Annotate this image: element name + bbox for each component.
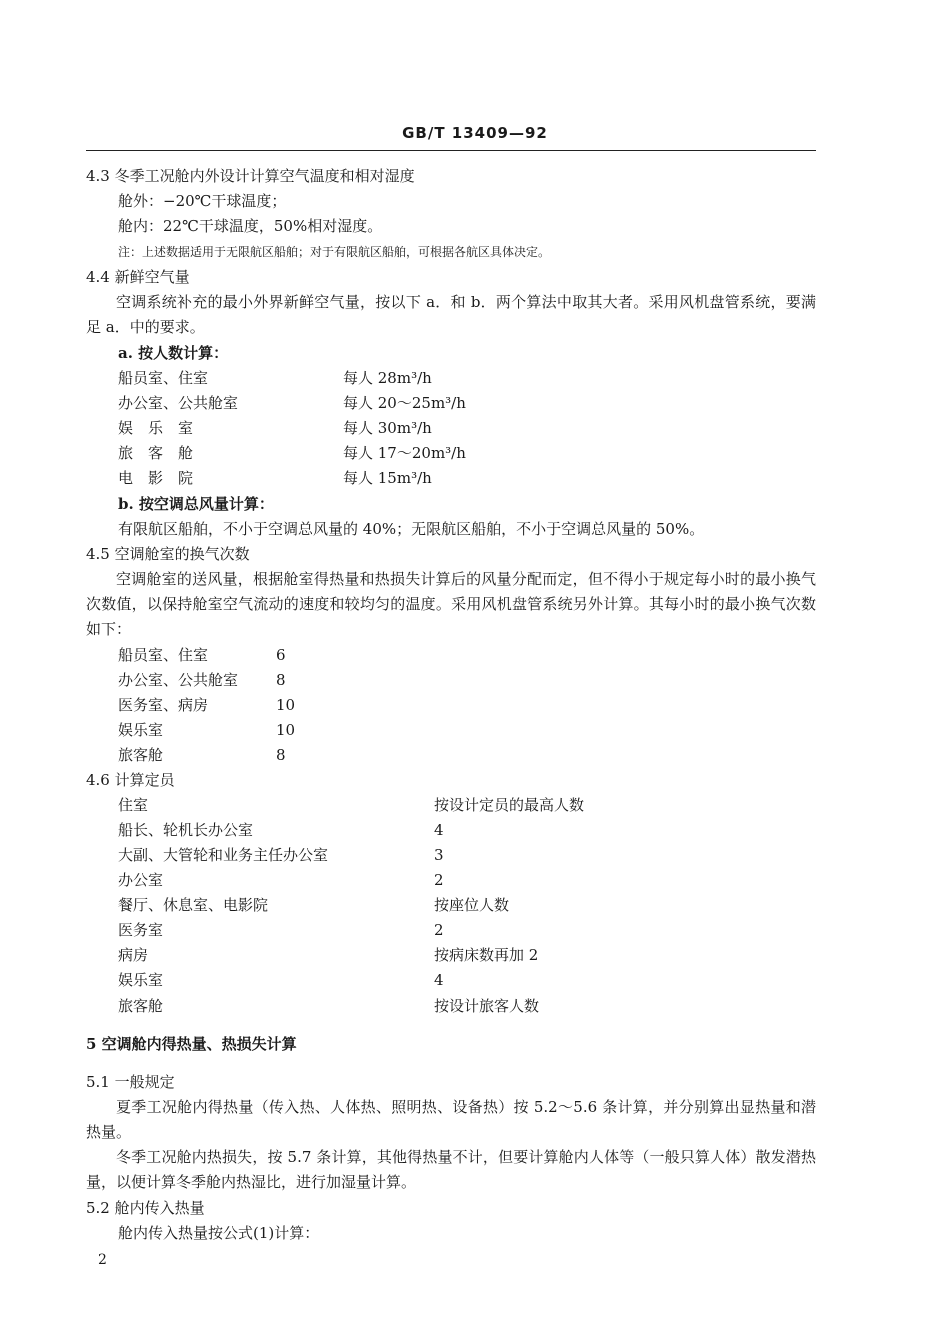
s44-a-row-value: 每人 28m³/h [343, 369, 432, 387]
s51-paragraph-2: 冬季工况舱内热损失，按 5.7 条计算，其他得热量不计，但要计算舱内人体等（一般只算人体）散发潜热量，以便计算冬季舱内热湿比，进行加湿量计算。 [86, 1148, 816, 1191]
s45-row-name: 船员室、住室 [118, 646, 209, 664]
s46-row-name: 住室 [118, 796, 149, 814]
s45-row-value: 8 [276, 746, 286, 764]
s44-a-row-value: 每人 20～25m³/h [343, 394, 466, 412]
s44-paragraph: 空调系统补充的最小外界新鲜空气量，按以下 a．和 b．两个算法中取其大者。采用风机盘管系统，要满足 a．中的要求。 [86, 293, 816, 336]
s45-row-name: 医务室、病房 [118, 696, 209, 714]
s43-note: 注：上述数据适用于无限航区船舶；对于有限航区船舶，可根据各航区具体决定。 [118, 245, 551, 259]
s43-outside-temp: 舱外：−20℃干球温度； [118, 192, 287, 210]
s44-a-row-value: 每人 30m³/h [343, 419, 432, 437]
s43-inside-temp: 舱内：22℃干球温度，50%相对湿度。 [118, 217, 383, 235]
s46-row-value: 按座位人数 [434, 896, 510, 914]
section-4-6-heading: 4.6 计算定员 [86, 771, 175, 789]
s44-b-label: b. 按空调总风量计算： [118, 495, 274, 513]
s44-a-row-name: 旅 客 舱 [118, 444, 194, 462]
s46-row-value: 按设计旅客人数 [434, 997, 540, 1015]
section-4-5-heading: 4.5 空调舱室的换气次数 [86, 545, 250, 563]
s46-row-name: 娱乐室 [118, 971, 164, 989]
section-4-3-heading: 4.3 冬季工况舱内外设计计算空气温度和相对湿度 [86, 167, 415, 185]
s45-row-value: 10 [276, 721, 296, 739]
s44-a-row-name: 娱 乐 室 [118, 419, 194, 437]
s46-row-name: 旅客舱 [118, 997, 164, 1015]
s44-a-row-value: 每人 15m³/h [343, 469, 432, 487]
s46-row-value: 2 [434, 871, 444, 889]
page-number: 2 [98, 1252, 107, 1268]
s44-a-label: a. 按人数计算： [118, 344, 229, 362]
section-4-4-heading: 4.4 新鲜空气量 [86, 268, 190, 286]
s45-row-value: 8 [276, 671, 286, 689]
s46-row-name: 医务室 [118, 921, 164, 939]
s46-row-name: 船长、轮机长办公室 [118, 821, 254, 839]
s45-row-value: 10 [276, 696, 296, 714]
s46-row-value: 按设计定员的最高人数 [434, 796, 585, 814]
s45-row-name: 办公室、公共舱室 [118, 671, 239, 689]
s52-text: 舱内传入热量按公式(1)计算： [118, 1224, 320, 1242]
section-5-2-heading: 5.2 舱内传入热量 [86, 1199, 205, 1217]
s46-row-value: 4 [434, 821, 444, 839]
s46-row-name: 病房 [118, 946, 149, 964]
s44-a-row-name: 电 影 院 [118, 469, 194, 487]
s45-row-name: 娱乐室 [118, 721, 164, 739]
s45-row-value: 6 [276, 646, 286, 664]
s45-paragraph: 空调舱室的送风量，根据舱室得热量和热损失计算后的风量分配而定，但不得小于规定每小时的最小换气次数值，以保持舱室空气流动的速度和较均匀的温度。采用风机盘管系统另外计算。其每小时的最小换气次数如下： [86, 570, 816, 638]
s46-row-name: 办公室 [118, 871, 164, 889]
s46-row-value: 4 [434, 971, 444, 989]
s44-a-row-value: 每人 17～20m³/h [343, 444, 466, 462]
s44-a-row-name: 船员室、住室 [118, 369, 209, 387]
page-header-title: GB/T 13409—92 [402, 124, 548, 142]
s46-row-value: 3 [434, 846, 444, 864]
s44-b-text: 有限航区船舶，不小于空调总风量的 40%；无限航区船舶，不小于空调总风量的 50%。 [118, 520, 705, 538]
s46-row-value: 2 [434, 921, 444, 939]
s46-row-value: 按病床数再加 2 [434, 946, 539, 964]
header-rule [86, 150, 816, 151]
chapter-5-heading: 5 空调舱内得热量、热损失计算 [86, 1035, 297, 1053]
s46-row-name: 大副、大管轮和业务主任办公室 [118, 846, 329, 864]
s45-row-name: 旅客舱 [118, 746, 164, 764]
section-5-1-heading: 5.1 一般规定 [86, 1073, 175, 1091]
s46-row-name: 餐厅、休息室、电影院 [118, 896, 269, 914]
s51-paragraph-1: 夏季工况舱内得热量（传入热、人体热、照明热、设备热）按 5.2～5.6 条计算，并分别算出显热量和潜热量。 [86, 1098, 816, 1141]
s44-a-row-name: 办公室、公共舱室 [118, 394, 239, 412]
